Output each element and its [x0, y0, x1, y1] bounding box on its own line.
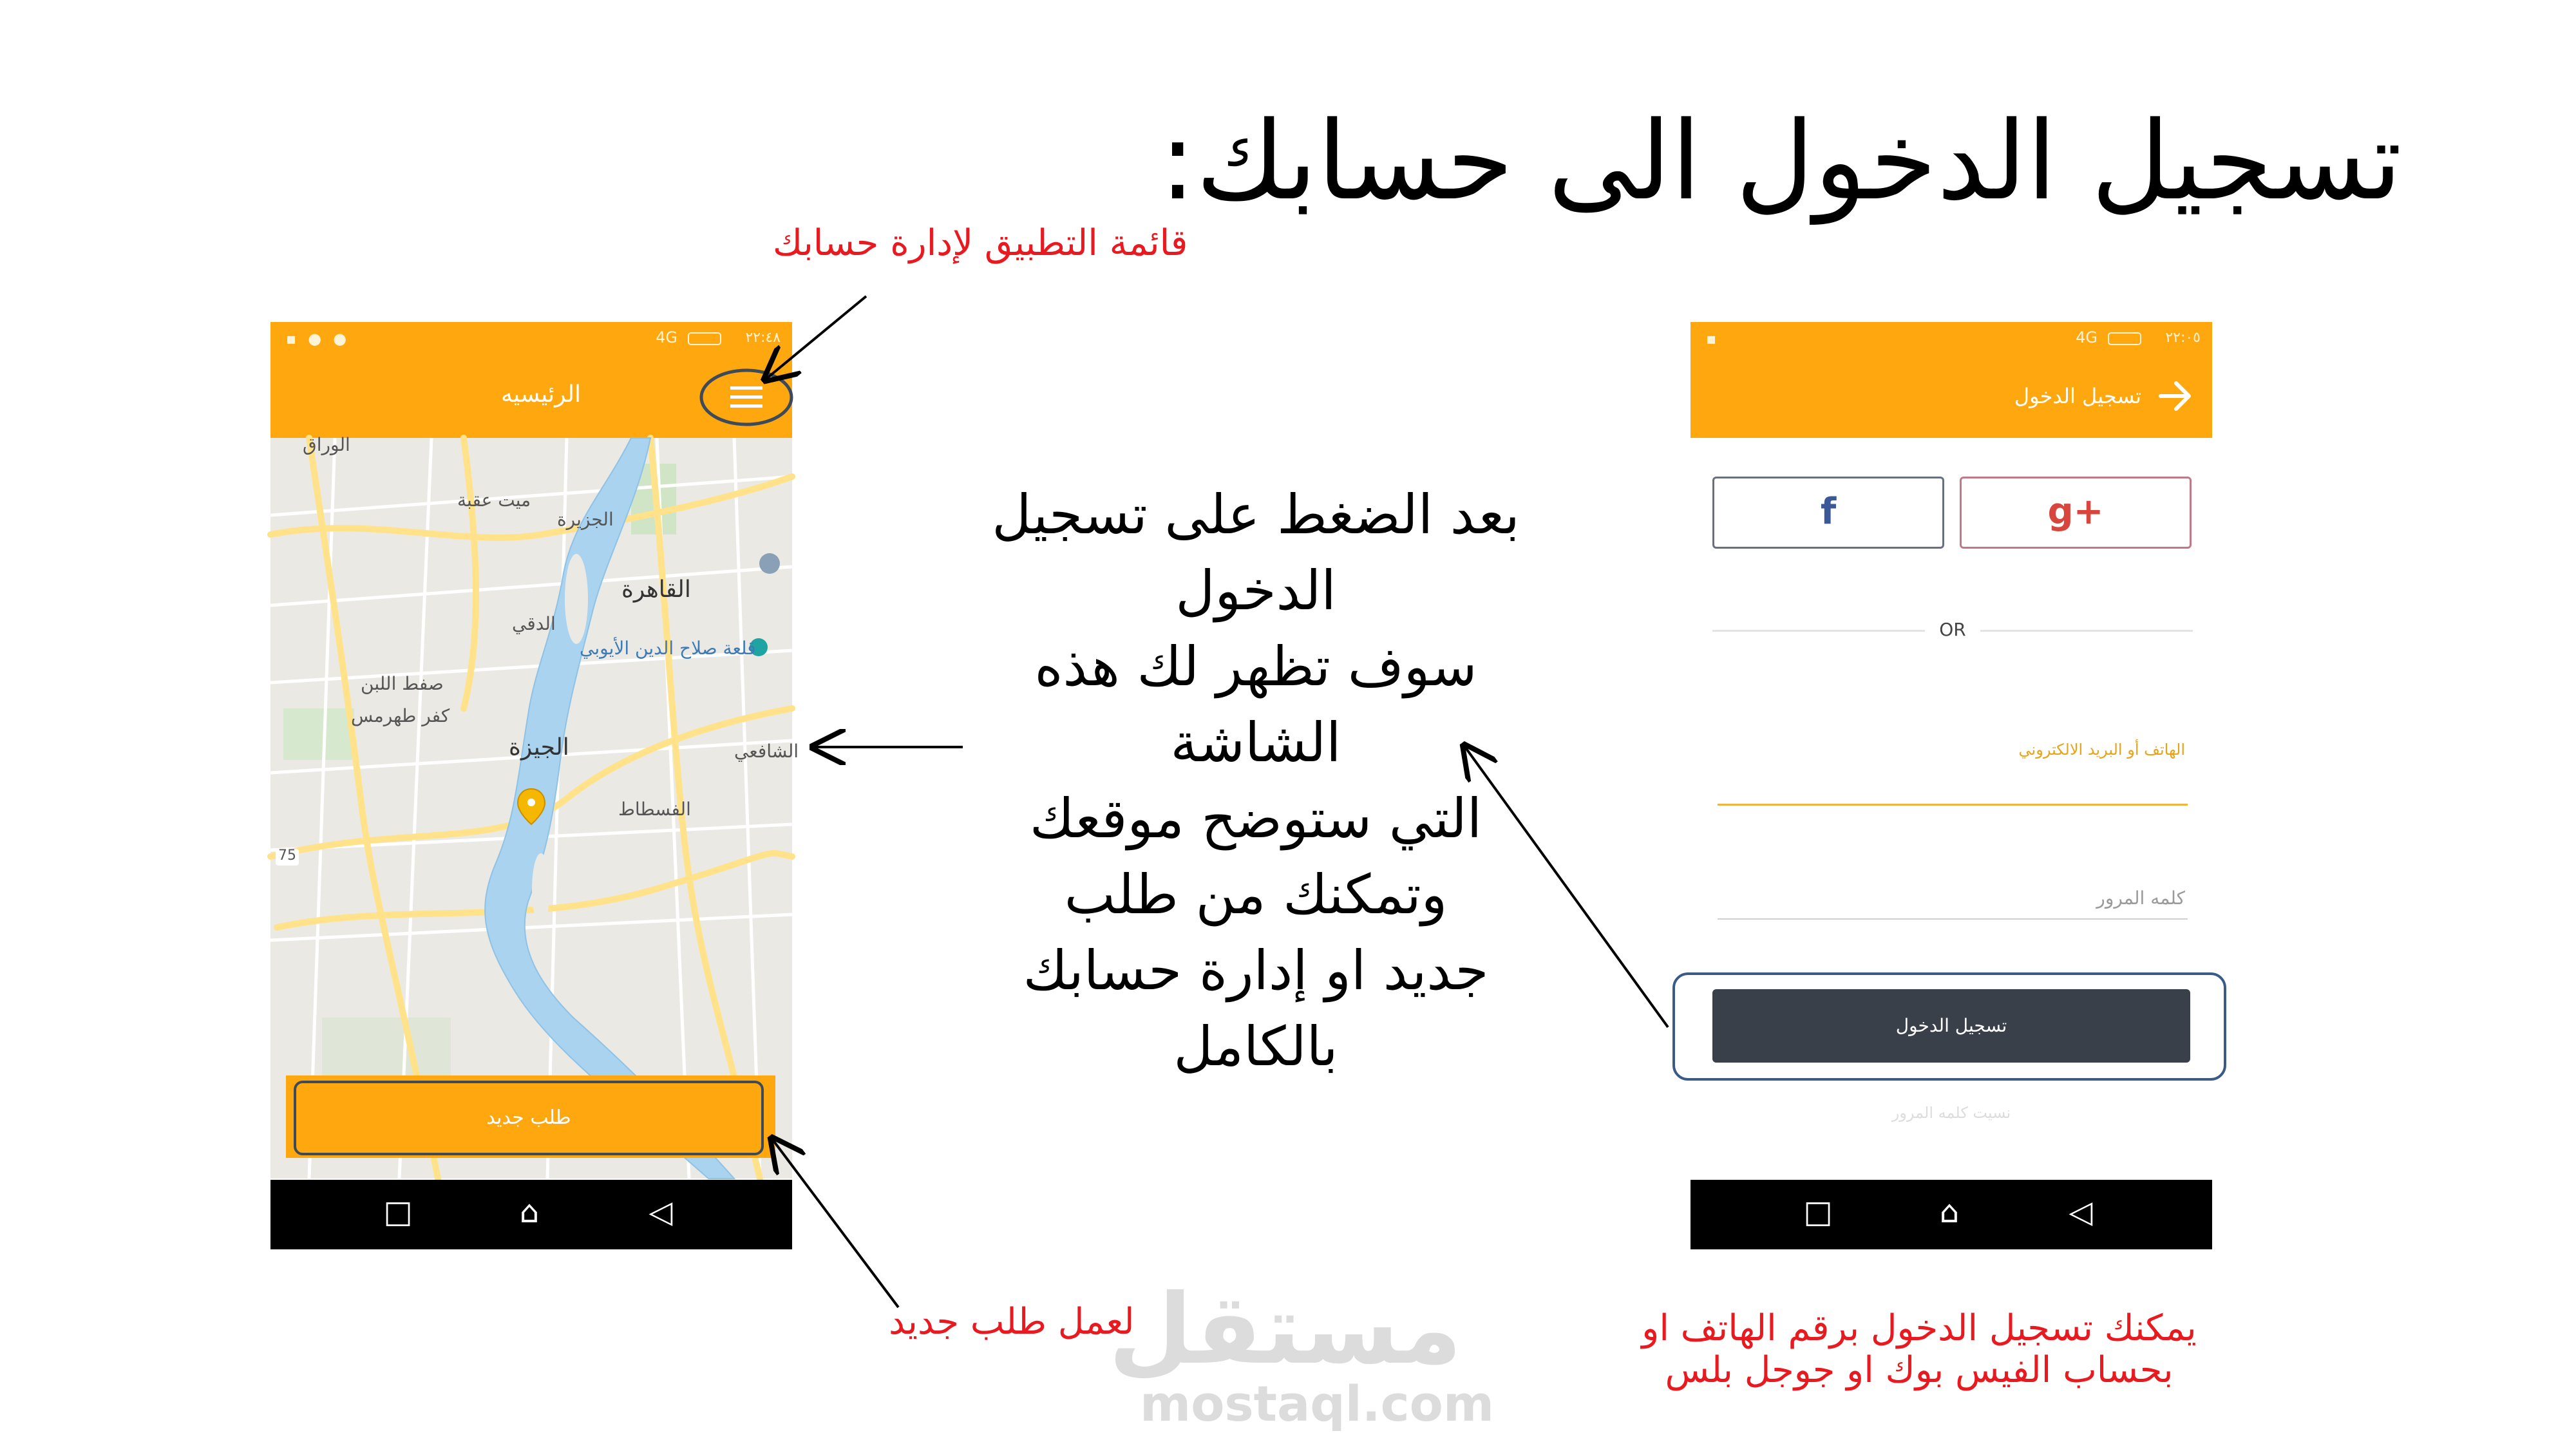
new-order-button[interactable]: طلب جديد [294, 1081, 764, 1155]
status-time: ٢٢:٠٥ [2165, 330, 2201, 346]
arrow-to-new-order [773, 1140, 898, 1307]
home-title: الرئيسيه [501, 381, 581, 408]
menu-annotation: قائمة التطبيق لإدارة حسابك [773, 222, 1188, 264]
login-methods-annotation [1629, 1307, 2209, 1391]
map-label-kafr: كفر طهرمس [351, 705, 450, 726]
center-line: الدخول [1175, 559, 1336, 622]
watermark-latin: mostaql.com [1140, 1375, 1495, 1432]
mostaql-watermark [1108, 1274, 1495, 1432]
password-input[interactable]: كلمه المرور [2096, 887, 2185, 909]
new-order-annotation: لعمل طلب جديد [889, 1301, 1135, 1343]
status-left-icons: ▪ [1706, 330, 1728, 348]
map-label-warraq: الوراق [303, 434, 350, 455]
center-line: بعد الضغط على تسجيل [992, 483, 1520, 546]
google-plus-icon: g+ [2047, 491, 2104, 533]
map-label-saft: صفط اللبن [361, 673, 444, 694]
square-icon[interactable]: □ [383, 1194, 413, 1230]
login-button[interactable]: تسجيل الدخول [1712, 989, 2190, 1063]
arrow-from-login [1465, 747, 1668, 1027]
center-line: الشاشة [1170, 711, 1341, 774]
map-label-cairo: القاهرة [621, 576, 691, 603]
map-label-giza: الجيزة [509, 734, 569, 761]
map-label-road-75: 75 [278, 848, 296, 864]
home-icon[interactable]: ⌂ [519, 1194, 540, 1230]
phone-email-label: الهاتف أو البريد الالكتروني [2018, 741, 2185, 759]
login-title: تسجيل الدخول [2014, 384, 2141, 408]
home-icon[interactable]: ⌂ [1939, 1194, 1960, 1230]
center-line: التي ستوضح موقعك [1029, 787, 1482, 850]
login-note-line1: يمكنك تسجيل الدخول برقم الهاتف او [1642, 1307, 2197, 1349]
map-label-fustat: الفسطاط [618, 799, 691, 820]
center-line: بالكامل [1173, 1015, 1338, 1078]
watermark-arabic: مستقل [1108, 1274, 1462, 1386]
map-label-mit-okba: ميت عقبة [457, 489, 531, 511]
status-time: ٢٢:٤٨ [745, 330, 781, 346]
slide-title: تسجيل الدخول الى حسابك: [1159, 98, 2402, 224]
map-label-citadel: قلعة صلاح الدين الأيوبي [580, 638, 756, 659]
arrow-to-menu [766, 296, 866, 379]
forgot-password-link[interactable]: نسيت كلمه المرور [1891, 1104, 2011, 1122]
signal-label: 4G [2076, 328, 2098, 346]
map-label-zamalek: الجزيرة [557, 509, 614, 530]
back-triangle-icon[interactable]: ◁ [649, 1194, 673, 1230]
center-line: وتمكنك من طلب [1064, 863, 1448, 926]
facebook-icon: f [1820, 491, 1837, 533]
login-note-line2: بحساب الفيس بوك او جوجل بلس [1665, 1349, 2174, 1391]
signal-label: 4G [656, 328, 677, 346]
or-label: OR [1930, 604, 1975, 656]
square-icon[interactable]: □ [1803, 1194, 1833, 1230]
status-left-icons: ▪●● [286, 330, 359, 348]
map-label-dokki: الدقي [512, 613, 556, 634]
center-line: جديد او إدارة حسابك [1023, 939, 1489, 1002]
back-triangle-icon[interactable]: ◁ [2069, 1194, 2093, 1230]
center-line: سوف تظهر لك هذه [1034, 635, 1477, 698]
map-label-shafei: الشافعي [734, 741, 799, 762]
